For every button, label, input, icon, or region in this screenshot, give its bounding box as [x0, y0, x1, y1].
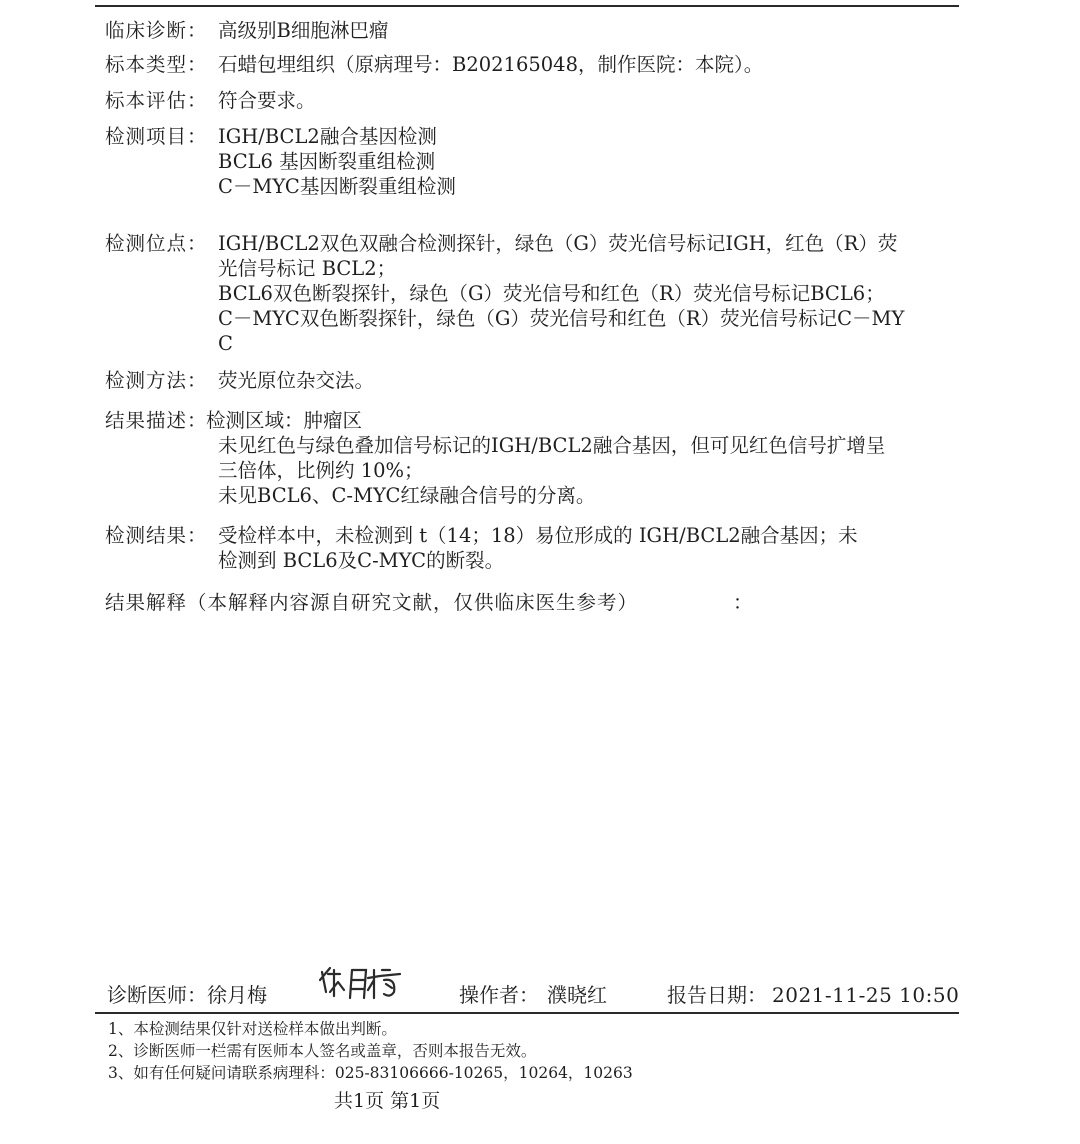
- notes-list: [108, 1018, 633, 1084]
- test-method-label: 检测方法：: [105, 369, 208, 392]
- test-items-label: 检测项目：: [105, 125, 208, 148]
- test-result-line: 受检样本中，未检测到 t（14；18）易位形成的 IGH/BCL2融合基因；未: [218, 524, 858, 547]
- test-site-line: C: [218, 332, 233, 355]
- doctor-label: 诊断医师：: [107, 983, 207, 1007]
- result-desc-line: 检测区域：肿瘤区: [206, 409, 363, 432]
- footer-rule: [95, 1012, 959, 1014]
- test-sites-lines: [218, 231, 904, 356]
- report-footer: [107, 982, 960, 1008]
- page-indicator: 共1页 第1页: [334, 1090, 441, 1112]
- top-rule: [95, 5, 959, 7]
- test-sites-label: 检测位点：: [105, 232, 208, 255]
- test-site-line: 光信号标记 BCL2；: [218, 257, 397, 280]
- test-result-line: 检测到 BCL6及C-MYC的断裂。: [218, 549, 505, 572]
- note-item: 3、如有任何疑问请联系病理科：025-83106666-10265，10264，10263: [108, 1064, 633, 1082]
- note-item: 2、诊断医师一栏需有医师本人签名或盖章，否则本报告无效。: [108, 1042, 537, 1060]
- test-item-line: C－MYC基因断裂重组检测: [218, 175, 456, 198]
- test-site-line: BCL6双色断裂探针，绿色（G）荧光信号和红色（R）荧光信号标记BCL6；: [218, 282, 885, 305]
- clinical-diagnosis-label: 临床诊断：: [105, 19, 208, 42]
- report-date: 2021-11-25 10:50: [772, 983, 960, 1007]
- test-result-lines: [218, 523, 858, 573]
- test-site-line: IGH/BCL2双色双融合检测探针，绿色（G）荧光信号标记IGH，红色（R）荧: [218, 232, 898, 255]
- test-result-label: 检测结果：: [105, 524, 208, 547]
- note-item: 1、本检测结果仅针对送检样本做出判断。: [108, 1020, 397, 1038]
- test-items-lines: [218, 124, 456, 199]
- specimen-type-label: 标本类型：: [105, 53, 208, 76]
- test-item-line: IGH/BCL2融合基因检测: [218, 125, 437, 148]
- doctor-name: 徐月梅: [207, 983, 267, 1007]
- result-desc-label: 结果描述：: [105, 409, 208, 432]
- date-label: 报告日期：: [667, 983, 767, 1007]
- test-site-line: C－MYC双色断裂探针，绿色（G）荧光信号和红色（R）荧光信号标记C－MY: [218, 307, 905, 330]
- test-method-value: 荧光原位杂交法。: [218, 369, 375, 392]
- result-desc-lines: [206, 408, 885, 508]
- clinical-diagnosis-value: 高级别B细胞淋巴瘤: [218, 19, 389, 42]
- result-desc-line: 未见红色与绿色叠加信号标记的IGH/BCL2融合基因，但可见红色信号扩增呈: [218, 434, 886, 457]
- specimen-type-value: 石蜡包埋组织（原病理号：B202165048，制作医院：本院）。: [218, 53, 764, 76]
- specimen-eval-value: 符合要求。: [218, 89, 316, 112]
- operator-label: 操作者：: [459, 983, 539, 1007]
- specimen-eval-label: 标本评估：: [105, 89, 208, 112]
- interpretation-label: 结果解释（本解释内容源自研究文献，仅供临床医生参考）: [105, 591, 639, 614]
- doctor-signature: [316, 962, 416, 1008]
- operator-name: 濮晓红: [547, 983, 607, 1007]
- result-desc-line: 未见BCL6、C-MYC红绿融合信号的分离。: [218, 484, 596, 507]
- interpretation-colon: ：: [733, 591, 753, 614]
- test-item-line: BCL6 基因断裂重组检测: [218, 150, 436, 173]
- result-desc-line: 三倍体，比例约 10%；: [218, 459, 424, 482]
